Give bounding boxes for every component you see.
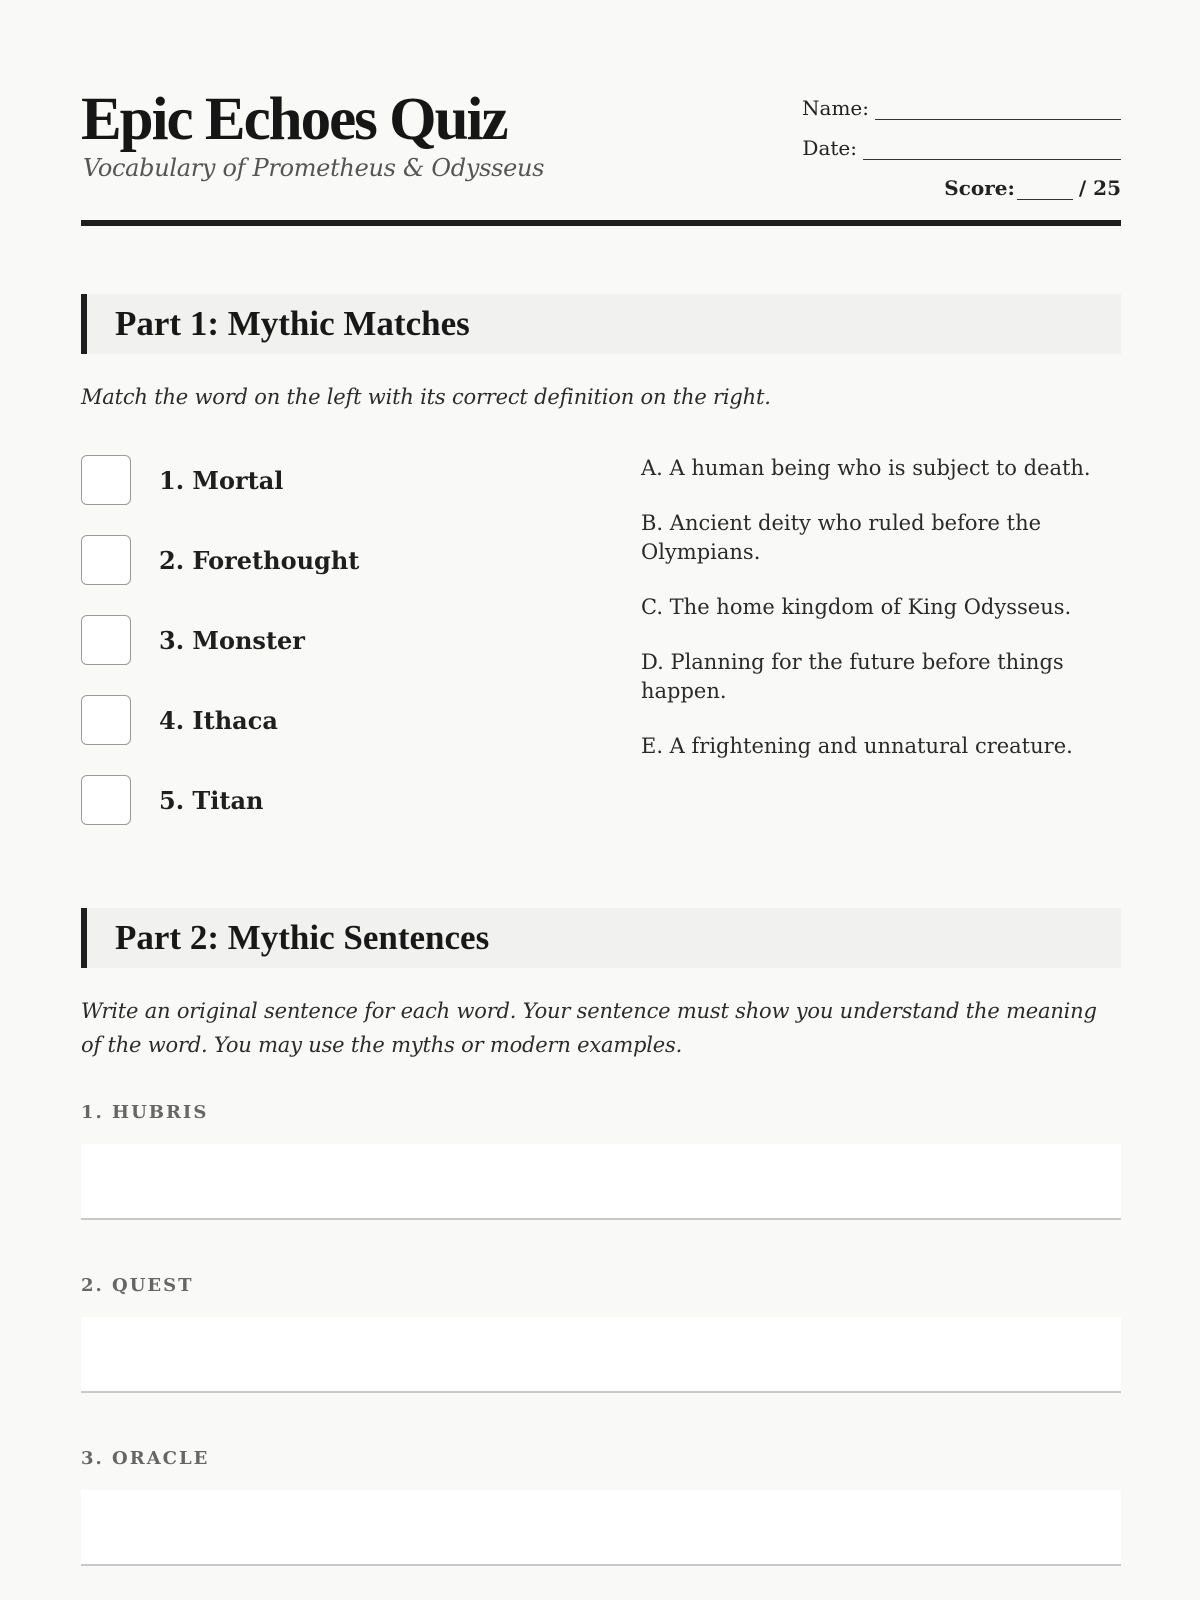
sentence-answer-field[interactable] [81, 1317, 1121, 1393]
definition-list [641, 454, 1101, 787]
term-item [81, 694, 581, 746]
sentence-word-label: 2. QUEST [81, 1275, 194, 1296]
term-label: 2. Forethought [159, 545, 360, 575]
sentence-word-label: 1. HUBRIS [81, 1102, 209, 1123]
term-label: 1. Mortal [159, 465, 284, 495]
sentence-answer-field[interactable] [81, 1144, 1121, 1220]
definition-item: A. A human being who is subject to death. [641, 456, 1091, 480]
definition-item: C. The home kingdom of King Odysseus. [641, 595, 1072, 619]
term-item [81, 774, 581, 826]
quiz-header [81, 0, 1121, 228]
quiz-page [81, 0, 1121, 1469]
part1-header [81, 294, 1121, 354]
definition-item: B. Ancient deity who ruled before the Olympians. [641, 511, 1042, 564]
name-label: Name: [802, 96, 869, 120]
term-label: 4. Ithaca [159, 705, 278, 735]
sentence-item [81, 1271, 1121, 1393]
term-list [81, 454, 581, 854]
definition-item: D. Planning for the future before things happen. [641, 650, 1064, 703]
term-label: 3. Monster [159, 625, 305, 655]
name-field[interactable] [875, 95, 1121, 120]
sentence-item [81, 1444, 1121, 1566]
header-divider [81, 220, 1121, 226]
date-field[interactable] [863, 135, 1121, 160]
sentence-item [81, 1098, 1121, 1220]
term-item [81, 614, 581, 666]
answer-box[interactable] [81, 615, 131, 665]
date-row [781, 120, 1121, 160]
part1-instructions: Match the word on the left with its correct definition on the right. [81, 385, 771, 409]
sentence-word-label: 3. ORACLE [81, 1448, 210, 1469]
definition-item: E. A frightening and unnatural creature. [641, 734, 1073, 758]
date-label: Date: [802, 136, 857, 160]
name-row [781, 80, 1121, 120]
quiz-title: Epic Echoes Quiz [81, 86, 507, 153]
part2-heading: Part 2: Mythic Sentences [115, 918, 490, 957]
quiz-subtitle: Vocabulary of Prometheus & Odysseus [83, 154, 545, 182]
answer-box[interactable] [81, 695, 131, 745]
answer-box[interactable] [81, 535, 131, 585]
score-label: Score: [944, 176, 1015, 200]
part2-header [81, 908, 1121, 968]
answer-box[interactable] [81, 775, 131, 825]
sentence-answer-field[interactable] [81, 1490, 1121, 1566]
score-field[interactable] [1017, 177, 1073, 200]
part1-heading: Part 1: Mythic Matches [115, 304, 470, 343]
student-info [781, 80, 1121, 200]
term-label: 5. Titan [159, 785, 264, 815]
answer-box[interactable] [81, 455, 131, 505]
score-row [781, 160, 1121, 200]
score-total: / 25 [1078, 176, 1121, 200]
term-item [81, 534, 581, 586]
part2-instructions: Write an original sentence for each word. Your sentence must show you understand the meaning of the word. You may use the myths or modern examples. [81, 999, 1097, 1057]
term-item [81, 454, 581, 506]
